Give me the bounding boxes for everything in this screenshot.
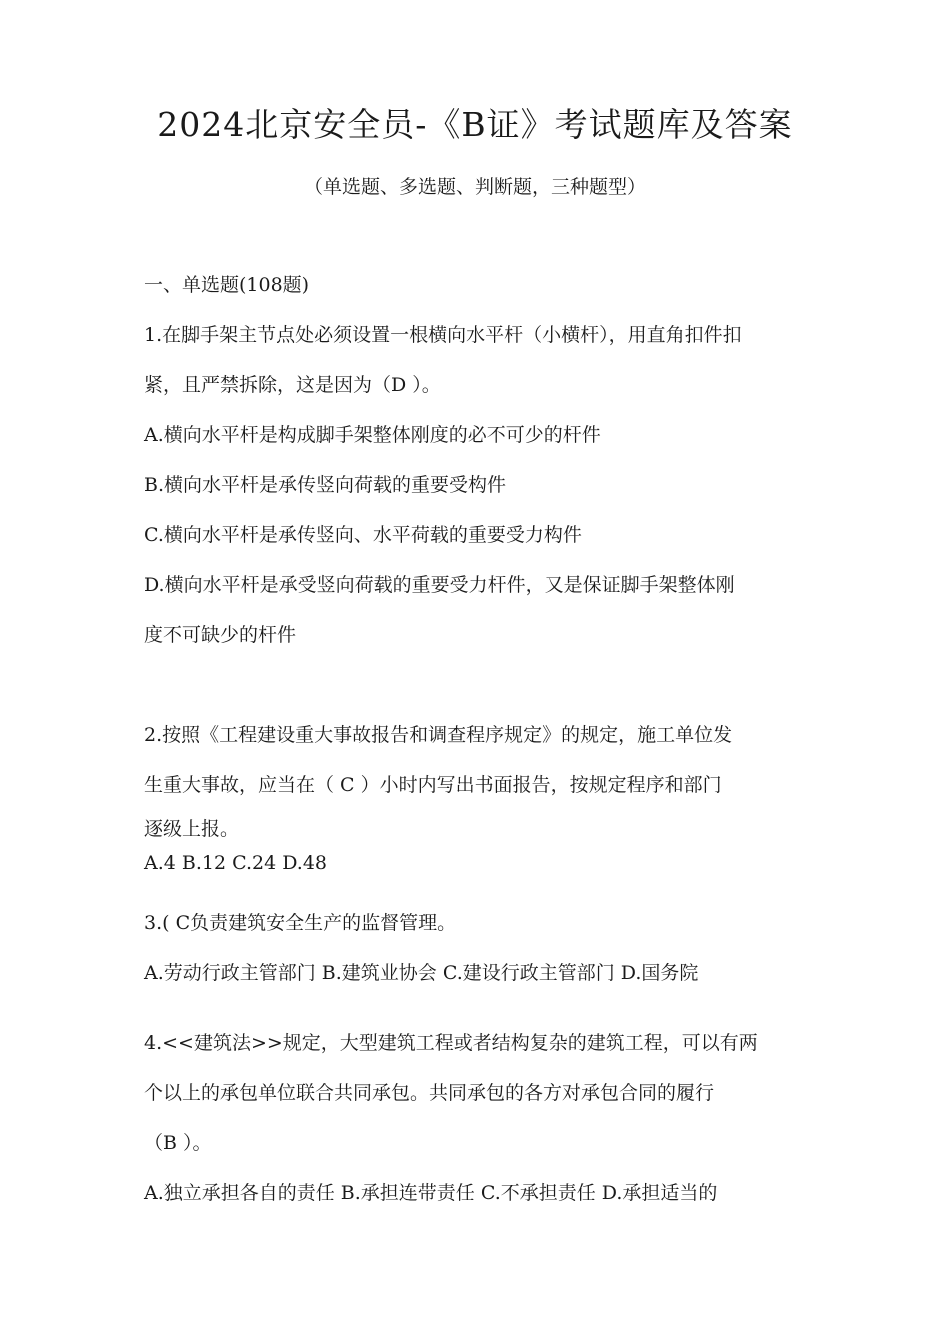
spacer xyxy=(144,878,814,898)
question-2-stem-line-3: 逐级上报。 xyxy=(144,818,240,840)
question-2 xyxy=(144,710,814,878)
question-3 xyxy=(144,898,814,998)
question-4 xyxy=(144,1018,814,1218)
document-title: 2024北京安全员-《B证》考试题库及答案 xyxy=(157,105,793,144)
question-1-stem-line-2: 紧，且严禁拆除，这是因为（D ）。 xyxy=(144,374,441,396)
question-4-stem-line-3: （B ）。 xyxy=(144,1132,212,1154)
question-1-option-d-continued: 度不可缺少的杆件 xyxy=(144,624,297,646)
question-1-option-c: C.横向水平杆是承传竖向、水平荷载的重要受力构件 xyxy=(144,524,582,546)
question-2-stem-line-1: 2.按照《工程建设重大事故报告和调查程序规定》的规定，施工单位发 xyxy=(144,724,733,746)
document-body xyxy=(144,268,814,1218)
question-1-option-b: B.横向水平杆是承传竖向荷载的重要受构件 xyxy=(144,474,507,496)
question-4-stem-line-1: 4.<<建筑法>>规定，大型建筑工程或者结构复杂的建筑工程，可以有两 xyxy=(144,1032,758,1054)
document-subtitle: （单选题、多选题、判断题，三种题型） xyxy=(303,176,646,198)
spacer xyxy=(144,998,814,1018)
spacer xyxy=(144,660,814,710)
section-heading: 一、单选题(108题) xyxy=(144,274,310,296)
question-1-option-d: D.横向水平杆是承受竖向荷载的重要受力杆件，又是保证脚手架整体刚 xyxy=(144,574,735,596)
question-1 xyxy=(144,310,814,660)
question-1-stem-line-1: 1.在脚手架主节点处必须设置一根横向水平杆（小横杆），用直角扣件扣 xyxy=(144,324,742,346)
question-1-option-a: A.横向水平杆是构成脚手架整体刚度的必不可少的杆件 xyxy=(144,424,601,446)
question-3-options: A.劳动行政主管部门 B.建筑业协会 C.建设行政主管部门 D.国务院 xyxy=(144,962,699,984)
question-4-stem-line-2: 个以上的承包单位联合共同承包。共同承包的各方对承包合同的履行 xyxy=(144,1082,715,1104)
question-2-options: A.4 B.12 C.24 D.48 xyxy=(144,852,327,874)
question-2-stem-line-2: 生重大事故，应当在（ C ）小时内写出书面报告，按规定程序和部门 xyxy=(144,774,722,796)
question-3-stem-line-1: 3.( C负责建筑安全生产的监督管理。 xyxy=(144,912,457,934)
question-4-options: A.独立承担各自的责任 B.承担连带责任 C.不承担责任 D.承担适当的 xyxy=(144,1182,718,1204)
